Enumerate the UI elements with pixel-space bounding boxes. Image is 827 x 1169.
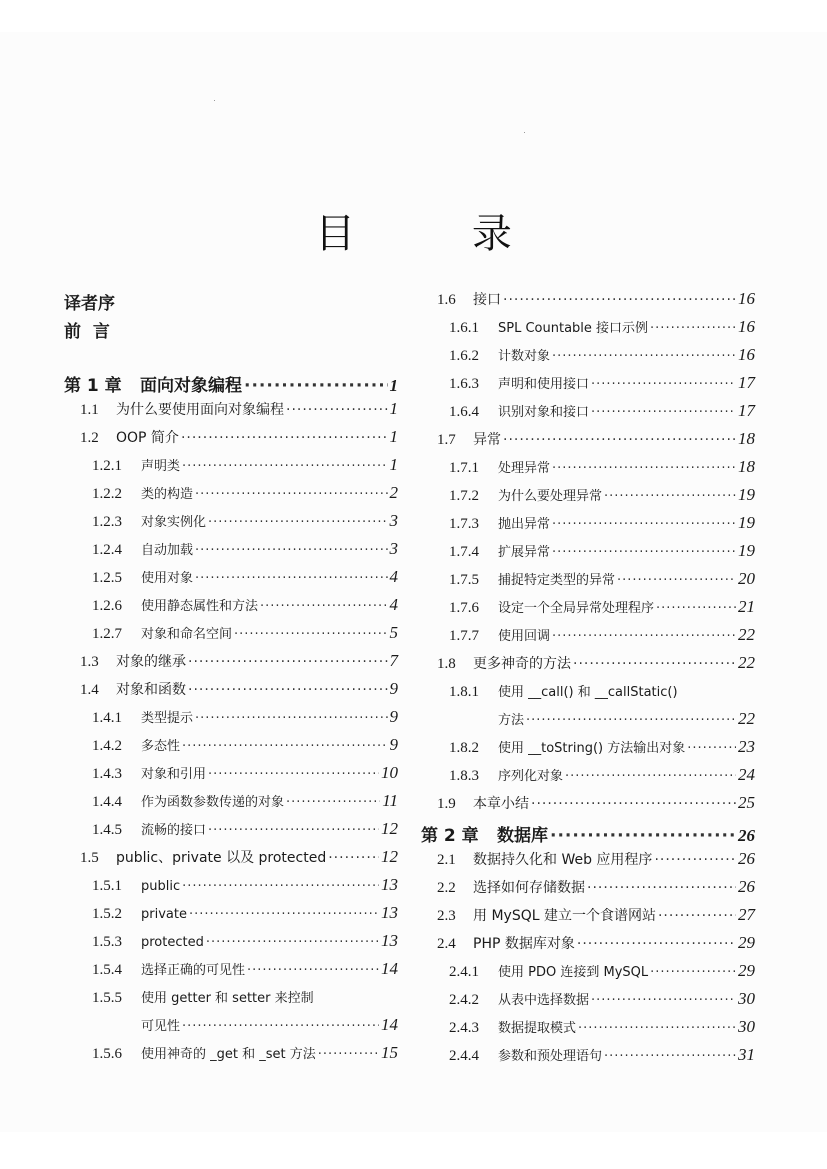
dot-leader <box>182 1019 379 1034</box>
toc-entry-number: 1.4.2 <box>92 738 122 754</box>
toc-entry-title: 使用对象 <box>141 571 194 586</box>
toc-entry-title: 序列化对象 <box>498 769 564 784</box>
toc-entry-title: 接口 <box>473 292 501 308</box>
toc-entry-title: 从表中选择数据 <box>498 993 590 1008</box>
toc-entry-title: 可见性 <box>141 1019 181 1034</box>
toc-entry-number: 1.5.3 <box>92 934 122 950</box>
toc-entry-page-number: 14 <box>381 959 398 978</box>
dot-leader <box>195 711 387 726</box>
dot-leader <box>188 682 388 698</box>
toc-entry-title: 为什么要处理异常 <box>498 489 603 504</box>
toc-entry-title: 选择正确的可见性 <box>141 963 246 978</box>
toc-entry-page-number: 2 <box>389 483 398 502</box>
toc-entry[interactable] <box>498 709 755 729</box>
toc-entry-title: public、private 以及 protected <box>116 850 327 866</box>
toc-entry-title: private <box>141 907 187 922</box>
toc-entry[interactable] <box>92 595 398 615</box>
toc-entry-number: 1.7.7 <box>449 628 479 644</box>
toc-entry-page-number: 26 <box>738 849 755 868</box>
toc-entry[interactable] <box>449 485 755 505</box>
toc-entry-page-number: 19 <box>738 485 755 504</box>
toc-entry-number: 1.2.6 <box>92 598 122 614</box>
toc-entry-number: 1.4.4 <box>92 794 122 810</box>
toc-entry-page-number: 22 <box>738 709 755 728</box>
toc-entry-title: 扩展异常 <box>498 545 551 560</box>
toc-entry[interactable] <box>92 791 398 811</box>
toc-entry[interactable] <box>92 875 398 895</box>
toc-entry[interactable] <box>92 959 398 979</box>
toc-entry-title: 计数对象 <box>498 349 551 364</box>
scan-speck <box>214 100 215 101</box>
toc-entry[interactable] <box>449 1045 755 1065</box>
toc-entry-page-number: 12 <box>381 819 398 838</box>
toc-entry-number: 1.6.1 <box>449 320 479 336</box>
dot-leader <box>578 1021 736 1036</box>
toc-entry-title: 使用 PDO 连接到 MySQL <box>498 965 649 980</box>
toc-entry-title: 类的构造 <box>141 487 194 502</box>
toc-entry-page-number: 29 <box>738 933 755 952</box>
toc-entry[interactable] <box>80 427 398 447</box>
toc-entry[interactable] <box>437 289 755 309</box>
toc-entry-title: PHP 数据库对象 <box>473 936 575 952</box>
toc-entry-page-number: 16 <box>738 289 755 308</box>
dot-leader <box>617 573 736 588</box>
toc-entry-page-number: 24 <box>738 765 755 784</box>
dot-leader <box>503 432 736 448</box>
toc-entry[interactable] <box>437 849 755 869</box>
toc-entry[interactable] <box>449 457 755 477</box>
toc-entry-title: 使用回调 <box>498 629 551 644</box>
toc-entry-number: 1.2.5 <box>92 570 122 586</box>
toc-entry-title: 对象的继承 <box>116 654 186 670</box>
toc-entry-page-number: 4 <box>389 567 398 586</box>
toc-entry-page-number: 25 <box>738 793 755 812</box>
toc-entry-page-number: 17 <box>738 401 755 420</box>
dot-leader <box>654 852 736 868</box>
dot-leader <box>658 908 736 924</box>
toc-entry-number: 1.4.1 <box>92 710 122 726</box>
toc-entry-title: 对象和引用 <box>141 767 207 782</box>
toc-entry-number: 1.1 <box>80 402 99 418</box>
toc-entry-page-number: 1 <box>389 427 398 446</box>
toc-entry-number: 1.5.1 <box>92 878 122 894</box>
toc-entry-title: 用 MySQL 建立一个食谱网站 <box>473 908 656 924</box>
toc-entry[interactable] <box>92 567 398 587</box>
toc-entry-page-number: 22 <box>738 653 755 672</box>
toc-entry-number: 1.2.3 <box>92 514 122 530</box>
dot-leader <box>208 767 379 782</box>
toc-entry-page-number: 11 <box>382 791 398 810</box>
toc-entry-title: SPL Countable 接口示例 <box>498 321 649 336</box>
dot-leader <box>577 936 736 952</box>
toc-entry-title: 自动加载 <box>141 543 194 558</box>
toc-entry-page-number: 5 <box>389 623 398 642</box>
dot-leader <box>531 796 736 812</box>
toc-entry[interactable] <box>449 1017 755 1037</box>
toc-entry-number: 1.7.6 <box>449 600 479 616</box>
toc-entry-number: 1.8.3 <box>449 768 479 784</box>
toc-entry-title: 使用 getter 和 setter 来控制 <box>141 991 314 1006</box>
toc-entry-number: 1.8.2 <box>449 740 479 756</box>
toc-entry-number: 1.5.2 <box>92 906 122 922</box>
toc-entry-page-number: 30 <box>738 1017 755 1036</box>
toc-entry-page-number: 9 <box>389 679 398 698</box>
toc-entry-title: 声明和使用接口 <box>498 377 590 392</box>
toc-entry-number: 2.4.1 <box>449 964 479 980</box>
toc-entry-page-number: 16 <box>738 345 755 364</box>
toc-entry-page-number: 15 <box>381 1043 398 1062</box>
toc-entry-number: 2.3 <box>437 908 456 924</box>
dot-leader <box>604 489 736 504</box>
toc-entry-page-number: 1 <box>389 455 398 474</box>
toc-entry[interactable] <box>92 483 398 503</box>
toc-entry[interactable] <box>449 681 755 701</box>
toc-entry-title: 流畅的接口 <box>141 823 207 838</box>
toc-entry-title: 本章小结 <box>473 796 529 812</box>
dot-leader <box>182 739 387 754</box>
dot-leader <box>656 601 736 616</box>
dot-leader <box>208 823 379 838</box>
toc-entry-title: 对象和命名空间 <box>141 627 233 642</box>
dot-leader <box>260 599 387 614</box>
front-matter-preface[interactable]: 前 言 <box>64 322 110 342</box>
toc-entry-page-number: 13 <box>381 875 398 894</box>
dot-leader <box>552 517 736 532</box>
toc-entry-title: 使用 __toString() 方法输出对象 <box>498 741 686 756</box>
dot-leader <box>182 879 379 894</box>
toc-entry[interactable] <box>437 933 755 953</box>
toc-entry-number: 1.5 <box>80 850 99 866</box>
dot-leader <box>565 769 736 784</box>
dot-leader <box>195 543 387 558</box>
dot-leader <box>195 571 387 586</box>
toc-entry-page-number: 29 <box>738 961 755 980</box>
toc-entry-title: 设定一个全局异常处理程序 <box>498 601 655 616</box>
toc-entry-number: 1.7 <box>437 432 456 448</box>
toc-entry-page-number: 31 <box>738 1045 755 1064</box>
toc-entry[interactable] <box>449 317 755 337</box>
toc-entry-title: 捕捉特定类型的异常 <box>498 573 616 588</box>
toc-entry-title: 声明类 <box>141 459 181 474</box>
toc-entry-page-number: 7 <box>389 651 398 670</box>
toc-entry[interactable] <box>92 931 398 951</box>
toc-entry-title: 数据库 <box>497 826 548 846</box>
toc-entry[interactable] <box>449 625 755 645</box>
toc-entry-page-number: 3 <box>389 539 398 558</box>
toc-entry[interactable] <box>80 847 398 867</box>
toc-entry[interactable] <box>92 455 398 475</box>
toc-entry-title: 处理异常 <box>498 461 551 476</box>
toc-entry[interactable] <box>449 597 755 617</box>
toc-entry-page-number: 16 <box>738 317 755 336</box>
toc-entry[interactable] <box>437 877 755 897</box>
toc-entry-page-number: 13 <box>381 931 398 950</box>
toc-entry-title: 更多神奇的方法 <box>473 656 571 672</box>
dot-leader <box>182 459 387 474</box>
toc-entry-number: 1.6.4 <box>449 404 479 420</box>
toc-entry[interactable] <box>437 429 755 449</box>
dot-leader <box>189 907 379 922</box>
toc-entry-number: 1.6 <box>437 292 456 308</box>
toc-entry-title: 使用静态属性和方法 <box>141 599 259 614</box>
toc-entry-page-number: 20 <box>738 569 755 588</box>
dot-leader <box>247 963 379 978</box>
toc-entry-number: 1.7.2 <box>449 488 479 504</box>
toc-entry-number: 1.4.5 <box>92 822 122 838</box>
dot-leader <box>318 1047 379 1062</box>
dot-leader <box>552 629 736 644</box>
toc-entry-page-number: 26 <box>738 826 755 845</box>
toc-entry-number: 1.4.3 <box>92 766 122 782</box>
toc-entry[interactable] <box>449 345 755 365</box>
toc-entry-number: 1.7.4 <box>449 544 479 560</box>
toc-entry-title: public <box>141 879 181 894</box>
toc-entry[interactable] <box>92 1043 398 1063</box>
toc-entry-page-number: 18 <box>738 429 755 448</box>
dot-leader <box>552 349 736 364</box>
toc-entry-title: 为什么要使用面向对象编程 <box>116 402 284 418</box>
toc-entry[interactable] <box>141 1015 398 1035</box>
scan-speck <box>524 132 525 133</box>
toc-entry-number: 2.2 <box>437 880 456 896</box>
toc-entry[interactable] <box>64 371 398 396</box>
toc-entry-page-number: 10 <box>381 763 398 782</box>
toc-entry-number: 2.4.2 <box>449 992 479 1008</box>
toc-entry[interactable] <box>92 987 398 1007</box>
dot-leader <box>181 430 388 446</box>
toc-entry[interactable] <box>92 707 398 727</box>
toc-entry-page-number: 27 <box>738 905 755 924</box>
toc-entry-number: 1.8.1 <box>449 684 479 700</box>
toc-entry-page-number: 9 <box>389 735 398 754</box>
dot-leader <box>244 376 388 396</box>
toc-entry-page-number: 14 <box>381 1015 398 1034</box>
dot-leader <box>573 656 736 672</box>
dot-leader <box>234 627 387 642</box>
dot-leader <box>650 965 736 980</box>
toc-entry-page-number: 21 <box>738 597 755 616</box>
toc-entry-page-number: 19 <box>738 513 755 532</box>
toc-entry[interactable] <box>449 401 755 421</box>
toc-entry[interactable] <box>92 735 398 755</box>
toc-entry[interactable] <box>92 623 398 643</box>
dot-leader <box>286 402 388 418</box>
toc-entry-number: 1.5.6 <box>92 1046 122 1062</box>
dot-leader <box>206 935 379 950</box>
toc-entry-title: 使用神奇的 _get 和 _set 方法 <box>141 1047 316 1062</box>
toc-entry[interactable] <box>80 651 398 671</box>
toc-entry-number: 1.8 <box>437 656 456 672</box>
toc-entry-title: 类型提示 <box>141 711 194 726</box>
toc-entry-page-number: 26 <box>738 877 755 896</box>
toc-entry-title: 使用 __call() 和 __callStatic() <box>498 685 678 700</box>
dot-leader <box>328 850 379 866</box>
toc-entry[interactable] <box>80 399 398 419</box>
dot-leader <box>587 880 736 896</box>
dot-leader <box>591 405 736 420</box>
toc-entry[interactable] <box>449 569 755 589</box>
toc-entry-number: 1.3 <box>80 654 99 670</box>
dot-leader <box>591 993 736 1008</box>
toc-entry-number: 2.1 <box>437 852 456 868</box>
toc-entry-number: 第 2 章 <box>421 826 479 846</box>
toc-entry[interactable] <box>449 765 755 785</box>
toc-entry-number: 1.2.1 <box>92 458 122 474</box>
toc-entry-title: 面向对象编程 <box>140 376 242 396</box>
toc-entry-title: 作为函数参数传递的对象 <box>141 795 285 810</box>
toc-entry-title: 参数和预处理语句 <box>498 1049 603 1064</box>
toc-entry[interactable] <box>449 513 755 533</box>
toc-entry-title: 多态性 <box>141 739 181 754</box>
toc-entry[interactable] <box>92 763 398 783</box>
dot-leader <box>208 515 387 530</box>
toc-entry-title: 数据持久化和 Web 应用程序 <box>473 852 653 868</box>
toc-entry[interactable] <box>80 679 398 699</box>
toc-entry-number: 1.5.4 <box>92 962 122 978</box>
toc-entry-title: 方法 <box>498 713 525 728</box>
toc-entry[interactable] <box>421 821 755 846</box>
toc-entry-number: 1.4 <box>80 682 99 698</box>
toc-entry[interactable] <box>449 989 755 1009</box>
dot-leader <box>604 1049 736 1064</box>
toc-entry[interactable] <box>92 539 398 559</box>
dot-leader <box>188 654 388 670</box>
toc-entry[interactable] <box>92 903 398 923</box>
toc-entry[interactable] <box>92 819 398 839</box>
toc-entry-title: 抛出异常 <box>498 517 551 532</box>
toc-entry-number: 1.5.5 <box>92 990 122 1006</box>
toc-entry-number: 1.2.7 <box>92 626 122 642</box>
dot-leader <box>195 487 387 502</box>
toc-entry-page-number: 12 <box>381 847 398 866</box>
dot-leader <box>552 461 736 476</box>
toc-entry-title: 识别对象和接口 <box>498 405 590 420</box>
toc-entry-number: 1.2.4 <box>92 542 122 558</box>
toc-entry-number: 1.6.2 <box>449 348 479 364</box>
dot-leader <box>650 321 736 336</box>
toc-entry-number: 1.2 <box>80 430 99 446</box>
dot-leader <box>552 545 736 560</box>
toc-entry-page-number: 4 <box>389 595 398 614</box>
page-title: 目 录 <box>315 211 564 257</box>
toc-entry-page-number: 23 <box>738 737 755 756</box>
toc-entry-page-number: 22 <box>738 625 755 644</box>
dot-leader <box>526 713 736 728</box>
toc-entry-page-number: 18 <box>738 457 755 476</box>
toc-entry-title: 数据提取模式 <box>498 1021 577 1036</box>
toc-entry[interactable] <box>449 961 755 981</box>
toc-entry-title: 对象实例化 <box>141 515 207 530</box>
toc-entry-number: 1.2.2 <box>92 486 122 502</box>
toc-entry-number: 2.4.3 <box>449 1020 479 1036</box>
toc-entry-number: 1.7.3 <box>449 516 479 532</box>
toc-entry-page-number: 3 <box>389 511 398 530</box>
toc-entry[interactable] <box>437 653 755 673</box>
toc-entry-title: protected <box>141 935 204 950</box>
toc-entry-title: 异常 <box>473 432 501 448</box>
toc-entry-page-number: 30 <box>738 989 755 1008</box>
toc-entry[interactable] <box>437 905 755 925</box>
toc-entry-number: 2.4 <box>437 936 456 952</box>
dot-leader <box>591 377 736 392</box>
toc-entry-page-number: 1 <box>389 376 398 395</box>
toc-entry-number: 1.6.3 <box>449 376 479 392</box>
toc-entry-page-number: 9 <box>389 707 398 726</box>
toc-entry[interactable] <box>437 793 755 813</box>
toc-entry-number: 第 1 章 <box>64 376 122 396</box>
toc-entry-title: OOP 简介 <box>116 430 179 446</box>
toc-entry-number: 1.9 <box>437 796 456 812</box>
dot-leader <box>550 826 736 846</box>
dot-leader <box>503 292 736 308</box>
front-matter-translator-preface[interactable]: 译者序 <box>64 294 115 314</box>
toc-entry-number: 1.7.1 <box>449 460 479 476</box>
toc-entry-page-number: 1 <box>389 399 398 418</box>
toc-entry-number: 2.4.4 <box>449 1048 479 1064</box>
dot-leader <box>687 741 736 756</box>
toc-entry-title: 选择如何存储数据 <box>473 880 585 896</box>
toc-entry[interactable] <box>92 511 398 531</box>
toc-entry[interactable] <box>449 541 755 561</box>
toc-entry[interactable] <box>449 373 755 393</box>
toc-entry-title: 对象和函数 <box>116 682 186 698</box>
toc-entry[interactable] <box>449 737 755 757</box>
dot-leader <box>286 795 380 810</box>
toc-entry-page-number: 13 <box>381 903 398 922</box>
toc-entry-number: 1.7.5 <box>449 572 479 588</box>
toc-entry-page-number: 19 <box>738 541 755 560</box>
toc-entry-page-number: 17 <box>738 373 755 392</box>
